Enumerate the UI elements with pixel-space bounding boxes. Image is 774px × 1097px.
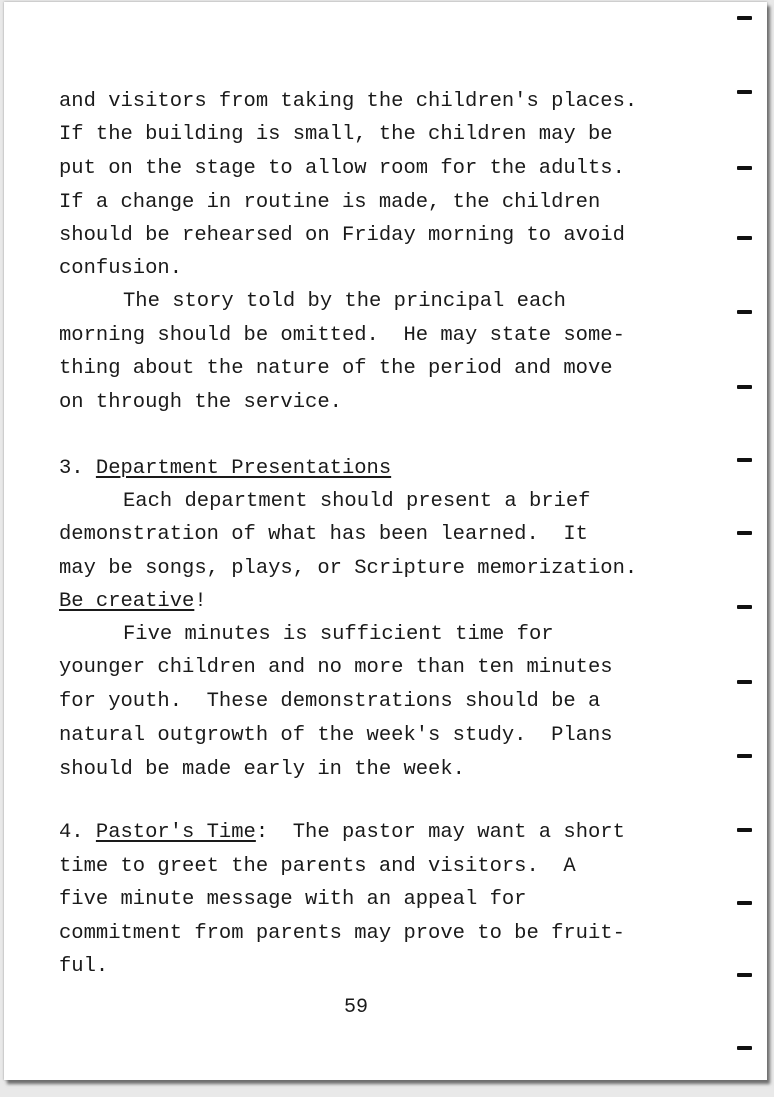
text-line	[59, 557, 637, 581]
text-line	[123, 290, 566, 314]
text-line	[59, 391, 342, 415]
text-line	[59, 955, 108, 979]
margin-tick-mark	[737, 901, 752, 905]
margin-tick-mark	[737, 16, 752, 20]
page-number: 59	[344, 996, 369, 1019]
section-heading: Pastor's Time	[95, 821, 256, 844]
text-line	[59, 457, 391, 481]
section-number: 3.	[59, 457, 96, 480]
line-text: If a change in routine is made, the children	[59, 191, 601, 214]
text-line	[59, 758, 465, 782]
line-text: on through the service.	[59, 391, 342, 414]
line-text: demonstration of what has been learned. It	[59, 523, 588, 546]
margin-tick-mark	[737, 458, 752, 462]
text-line	[59, 357, 613, 381]
text-line	[59, 888, 526, 912]
margin-tick-mark	[737, 828, 752, 832]
section-heading: Department Presentations	[95, 457, 392, 480]
margin-tick-mark	[737, 754, 752, 758]
margin-tick-mark	[737, 385, 752, 389]
line-text: Five minutes is sufficient time for	[123, 623, 554, 646]
line-text: should be made early in the week.	[59, 758, 465, 781]
line-text: put on the stage to allow room for the adults.	[59, 157, 625, 180]
line-text: may be songs, plays, or Scripture memorization.	[59, 557, 638, 580]
line-text: and visitors from taking the children's places.	[59, 90, 638, 113]
text-line	[59, 590, 207, 614]
text-line	[59, 224, 625, 248]
text-line	[59, 855, 576, 879]
text-line	[123, 623, 554, 647]
line-text: five minute message with an appeal for	[59, 888, 527, 911]
line-text: The story told by the principal each	[123, 290, 566, 313]
margin-tick-mark	[737, 236, 752, 240]
line-text: time to greet the parents and visitors. A	[59, 855, 576, 878]
margin-tick-mark	[737, 680, 752, 684]
line-text: morning should be omitted. He may state some-	[59, 324, 625, 347]
margin-tick-mark	[737, 90, 752, 94]
text-line	[59, 690, 600, 714]
line-text: younger children and no more than ten minutes	[59, 656, 613, 679]
text-line	[59, 724, 613, 748]
margin-tick-mark	[737, 310, 752, 314]
margin-tick-mark	[737, 605, 752, 609]
line-text: commitment from parents may prove to be fruit-	[59, 922, 625, 945]
text-line	[59, 90, 637, 114]
line-text: thing about the nature of the period and move	[59, 357, 613, 380]
text-line	[59, 157, 625, 181]
margin-tick-mark	[737, 1046, 752, 1050]
text-line	[59, 324, 625, 348]
line-text: ful.	[59, 955, 109, 978]
line-text: : The pastor may want a short	[255, 821, 625, 844]
document-page	[4, 2, 767, 1080]
text-line	[59, 821, 625, 845]
text-line	[59, 656, 613, 680]
line-text: If the building is small, the children may be	[59, 123, 613, 146]
margin-tick-mark	[737, 166, 752, 170]
text-line	[59, 922, 625, 946]
text-line	[123, 490, 590, 514]
margin-tick-mark	[737, 531, 752, 535]
line-text: natural outgrowth of the week's study. Plans	[59, 724, 613, 747]
line-text: should be rehearsed on Friday morning to avoid	[59, 224, 625, 247]
text-line	[59, 257, 182, 281]
line-text: Each department should present a brief	[123, 490, 591, 513]
margin-tick-mark	[737, 973, 752, 977]
line-text: !	[194, 590, 207, 613]
section-heading: Be creative	[59, 590, 195, 613]
line-text: for youth. These demonstrations should be a	[59, 690, 601, 713]
text-line	[59, 123, 613, 147]
line-text: confusion.	[59, 257, 183, 280]
section-number: 4.	[59, 821, 96, 844]
text-line	[59, 191, 600, 215]
text-line	[59, 523, 588, 547]
